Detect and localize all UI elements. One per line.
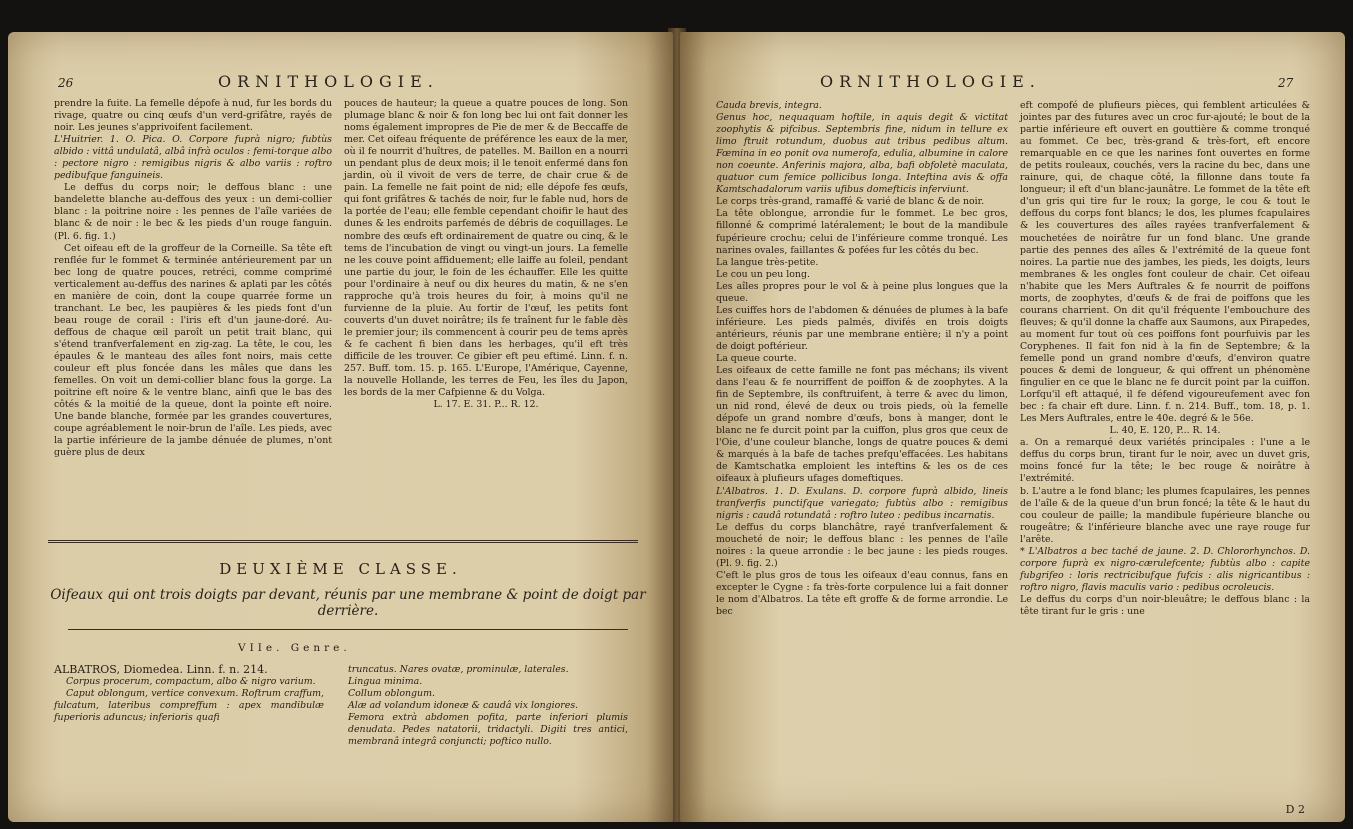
paragraph: La queue courte. xyxy=(716,352,797,364)
paragraph: a. On a remarqué deux variétés principales : l'une a le deffus du corps brun, tirant fur le noir, avec un duvet gris, moins foncé fur la tête; le bec rouge & noirâtre à l'extrémité. xyxy=(1020,437,1310,485)
genus-description: truncatus. Nares ovatæ, prominulæ, laterales. xyxy=(348,664,569,675)
section-divider xyxy=(48,540,638,543)
genus-description: Lingua minima. xyxy=(348,676,423,688)
paragraph: Le deffus du corps noir; le deffous blanc : une bandelette blanche au-deffous des yeux : un demi-collier blanc : la poitrine noire : les pennes de l'aîle variées de blanc & de noir : le bec & les pieds d'un rouge fanguin. (Pl. 6. fig. 1.) xyxy=(54,182,332,242)
right-column-2 xyxy=(1020,100,1310,618)
right-page xyxy=(680,32,1345,822)
left-column-2 xyxy=(344,98,628,411)
paragraph: Les cuiffes hors de l'abdomen & dénuées de plumes à la bafe inférieure. Les pieds palmés, divifés en trois doigts antérieurs, réunis par une membrane entière; il n'y a point de doigt poftérieur. xyxy=(716,304,1008,352)
measurements: L. 40, E. 120, P... R. 14. xyxy=(1109,425,1221,437)
page-number: 27 xyxy=(1278,76,1294,90)
paragraph: eft compofé de plufieurs pièces, qui femblent articulées & jointes par des futures avec un croc fur-ajouté; le bout de la partie inférieure eft ouvert en gouttière & comme tronqué au fommet. Ce bec, très-grand & très-fort, eft encore remarquable en ce que les narines font ouvertes en forme de petits rouleaux, couchés, vers la racine du bec, dans une rainure, qui, de chaque côté, la fillonne dans toute fa longueur; il eft d'un blanc-jaunâtre. Le fommet de la tête eft d'un gris qui tire fur le roux; la gorge, le cou & tout le deffous du corps font blancs; le dos, les plumes fcapulaires & les couvertures des aîles rayées tranfverfalement & mouchetées de noirâtre fur un fond blanc. Une grande partie des pennes des aîles & l'extrémité de la queue font noires. La partie nue des jambes, les pieds, les doigts, leurs membranes & les ongles font couleur de chair. Cet oifeau n'habite que les Mers Auftrales & fe nourrit de poiffons morts, de zoophytes, d'œufs & de frai de poiffons que les courans charrient. On dit qu'il fréquente l'embouchure des fleuves; & qu'il donne la chaffe aux Saumons, aux Pirapedes, au moment fur tout où ces poiffons font pourfuivis par les Coryphenes. Il fait fon nid à la fin de Septembre; & la femelle pond un grand nombre d'œufs, d'environ quatre pouces & demi de longueur, & qui offrent un phénomène fingulier en ce que le blanc ne fe durcit point par la cuiffon. Lorfqu'il eft attaqué, il fe défend vigoureufement avec fon bec : fa chair eft dure. Linn. f. n. 214. Buff., tom. 18, p. 1. Les Mers Auftrales, entre le 40e. degré & le 56e. xyxy=(1020,100,1310,425)
running-head: ORNITHOLOGIE. xyxy=(218,72,439,91)
rule xyxy=(68,629,628,630)
genus-description: Corpus procerum, compactum, albo & nigro varium. xyxy=(66,676,316,688)
genus-description: Alæ ad volandum idoneæ & caudâ vix longiores. xyxy=(348,700,579,712)
paragraph: Cauda brevis, integra. xyxy=(716,100,822,111)
signature-mark: D 2 xyxy=(1285,803,1305,816)
paragraph: Le deffus du corps d'un noir-bleuâtre; le deffous blanc : la tête tirant fur le gris : une xyxy=(1020,593,1310,617)
open-book xyxy=(8,10,1345,822)
left-column-3 xyxy=(54,664,324,724)
paragraph: C'eft le plus gros de tous les oifeaux d'eau connus, fans en excepter le Cygne : fa très-forte corpulence lui a fait donner le nom d'Albatros. La tête eft groffe & de forme arrondie. Le bec xyxy=(716,569,1008,617)
class-subtitle: Oifeaux qui ont trois doigts par devant, réunis par une membrane & point de doigt par derrière. xyxy=(50,587,646,619)
class-title: DEUXIÈME CLASSE. xyxy=(219,560,462,578)
measurements: L. 17. E. 31. P... R. 12. xyxy=(433,399,539,411)
paragraph: Les aîles propres pour le vol & à peine plus longues que la queue. xyxy=(716,280,1008,304)
paragraph: Genus hoc, nequaquam hoftile, in aquis degit & victitat zoophytis & pifcibus. Septembris fine, nidum in tellure ex limo ftruit rotundum, duobus aut tribus pedibus altum. Fœmina in eo ponit ova numerofa, edulia, albumine in calore non coeunte. Anferinis majora, alba, bafi obfoletè maculata, quatuor cum femice pollicibus longa. Inteftina avis & offa Kamtschadalorum variis ufibus domefticis inferviunt. xyxy=(716,112,1008,196)
paragraph: La tête oblongue, arrondie fur le fommet. Le bec gros, fillonné & comprimé latéralement; le bout de la mandibule fupérieure crochu; celui de l'inférieure comme tronqué. Les narines ovales, faillantes & pofées fur les côtés du bec. xyxy=(716,208,1008,256)
paragraph: prendre la fuite. La femelle dépofe à nud, fur les bords du rivage, quatre ou cinq œufs d'un verd-grifâtre, rayés de noir. Les jeunes s'apprivoifent facilement. xyxy=(54,98,332,134)
paragraph: Le corps très-grand, ramaffé & varié de blanc & de noir. xyxy=(716,196,985,208)
genus-description: Caput oblongum, vertice convexum. Roftrum craffum, fulcatum, lateribus compreffum : apex mandibulæ fuperioris aduncus; inferioris quafi xyxy=(54,688,324,724)
paragraph: b. L'autre a le fond blanc; les plumes fcapulaires, les pennes de l'aîle & de la queue d'un brun foncé; la tête & le haut du cou couleur de paille; la mandibule fupérieure blanche ou rougeâtre; & l'inférieure blanche avec une raye rouge fur l'arête. xyxy=(1020,485,1310,545)
paragraph: Le cou un peu long. xyxy=(716,268,810,280)
left-column-4 xyxy=(348,664,628,748)
species-entry: L'Huitrier. 1. O. Pica. O. Corpore fuprà nigro; fubtùs albido : vittâ undulatâ, albâ infrà oculos : femi-torque albo : pectore nigro : remigibus nigris & albo variis : roftro pedibufque fanguineis. xyxy=(54,134,332,182)
genus-heading: VIIe. Genre. xyxy=(238,642,351,654)
paragraph: Les oifeaux de cette famille ne font pas méchans; ils vivent dans l'eau & fe nourriffent de poiffon & de zoophytes. A la fin de Septembre, ils conftruifent, à terre & avec du limon, un nid rond, élevé de deux ou trois pieds, où la femelle dépofe un grand nombre d'œufs, bons à manger, dont le blanc ne fe durcit point par la cuiffon, plus gros que ceux de l'Oie, d'une couleur blanche, longs de quatre pouces & demi & marqués à la bafe de taches prefqu'effacées. Les habitans de Kamtschatka emploient les inteftins & les os de ces oifeaux à plufieurs ufages domeftiques. xyxy=(716,365,1008,485)
left-page xyxy=(8,32,673,822)
running-head: ORNITHOLOGIE. xyxy=(820,72,1041,91)
species-entry: L'Albatros. 1. D. Exulans. D. corpore fuprà albido, lineis tranfverfis punctifque variegato; fubtùs albo : remigibus nigris : caudâ rotundatâ : roftro luteo : pedibus incarnatis. xyxy=(716,485,1008,521)
genus-description: Femora extrà abdomen pofita, parte inferiori plumis denudata. Pedes natatorii, tridactyli. Digiti tres antici, membranâ integrâ conjuncti; poftico nullo. xyxy=(348,712,628,748)
paragraph: Cet oifeau eft de la groffeur de la Corneille. Sa tête eft renflée fur le fommet & terminée antérieurement par un bec long de quatre pouces, retréci, comme comprimé verticalement au-deffus des narines & aplati par les côtés en manière de coin, dont la coupe quarrée forme un tranchant. Le bec, les paupières & les pieds font d'un beau rouge de corail : l'iris eft d'un jaune-doré. Au-deffous de chaque œil paroît un petit trait blanc, qui s'étend tranfverfalement en zig-zag. La tête, le cou, les épaules & le manteau des aîles font noirs, mais cette couleur eft plus foncée dans les mâles que dans les femelles. On voit un demi-collier blanc fous la gorge. La poitrine eft noire & le ventre blanc, ainfi que le bas des côtés & la moitié de la queue, dont la pointe eft noire. Une bande blanche, formée par les grandes couvertures, coupe agréablement le noir-brun de l'aîle. Les pieds, avec la partie inférieure de la jambe dénuée de plumes, n'ont guère plus de deux xyxy=(54,242,332,459)
left-column-1 xyxy=(54,98,332,459)
right-column-1 xyxy=(716,100,1008,618)
paragraph: La langue très-petite. xyxy=(716,256,819,268)
paragraph: pouces de hauteur; la queue a quatre pouces de long. Son plumage blanc & noir & fon long bec lui ont fait donner les noms également impropres de Pie de mer & de Beccaffe de mer. Cet oifeau fréquente de préférence les eaux de la mer, où il fe nourrit d'huîtres, de patelles. M. Baillon en a nourri un pendant plus de deux mois; il le tenoit enfermé dans fon jardin, où il vivoit de vers de terre, de chair crue & de pain. La femelle ne fait point de nid; elle dépofe fes œufs, qui font grifâtres & tachés de noir, fur le fable nud, hors de la portée de l'eau; elle femble cependant choifir le haut des dunes & les endroits parfemés de débris de coquillages. Le nombre des œufs eft ordinairement de quatre ou cinq, & le tems de l'incubation de vingt ou vingt-un jours. La femelle ne les couve point affiduement; elle laiffe au foleil, pendant une partie du jour, le foin de les échauffer. Elle les quitte pour l'ordinaire à neuf ou dix heures du matin, & ne s'en rapproche qu'à trois heures du foir, à moins qu'il ne furvienne de la pluie. Au fortir de l'œuf, les petits font couverts d'un duvet noirâtre; ils fe traînent fur le fable dès le premier jour; ils commencent à courir peu de tems après & fe cachent fi bien dans les herbages, qu'il eft très difficile de les trouver. Ce gibier eft peu eftimé. Linn. f. n. 257. Buff. tom. 15. p. 165. L'Europe, l'Amérique, Cayenne, la nouvelle Hollande, les terres de Feu, les îles du Japon, les bords de la mer Cafpienne & du Volga. xyxy=(344,98,628,399)
genus-name: ALBATROS, Diomedea. Linn. f. n. 214. xyxy=(54,663,268,676)
genus-description: Collum oblongum. xyxy=(348,688,435,700)
species-entry: * L'Albatros a bec taché de jaune. 2. D. Chlororhynchos. D. corpore fuprà ex nigro-cærulefcente; fubtùs albo : capite fubgrifeo : loris rectricibufque fufcis : alis nigricantibus : roftro nigro, flavis maculis vario : pedibus ocroleucis. xyxy=(1020,545,1310,593)
paragraph: Le deffus du corps blanchâtre, rayé tranfverfalement & moucheté de noir; le deffous blanc : les pennes de l'aîle noires : la queue arrondie : le bec jaune : les pieds rouges. (Pl. 9. fig. 2.) xyxy=(716,521,1008,569)
page-number: 26 xyxy=(58,76,74,90)
